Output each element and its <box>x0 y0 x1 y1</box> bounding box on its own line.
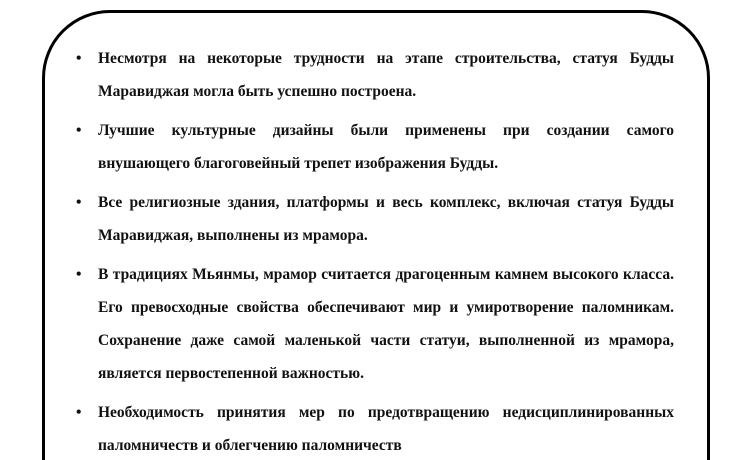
list-item-text: Все религиозные здания, платформы и весь комплекс, включая статуя Будды Маравиджая, выполнены из мрамора. <box>98 194 674 244</box>
list-item-text: Лучшие культурные дизайны были применены при создании самого внушающего благоговейный трепет изображения Будды. <box>98 122 674 172</box>
bullet-icon: • <box>76 266 82 283</box>
list-item-text: Необходимость принятия мер по предотвращению недисциплинированных паломничеств и облегчению паломничеств <box>98 404 674 454</box>
list-item <box>76 42 674 108</box>
bullet-icon: • <box>76 50 82 67</box>
list-item-text: В традициях Мьянмы, мрамор считается драгоценным камнем высокого класса. Его превосходные свойства обеспечивают мир и умиротворение паломникам. Сохранение даже самой маленькой части статуи, выполненной из мрамора, является первостепенной важностью. <box>98 266 674 382</box>
list-item <box>76 396 674 460</box>
list-item-text: Несмотря на некоторые трудности на этапе строительства, статуя Будды Маравиджая могла быть успешно построена. <box>98 50 674 100</box>
list-item <box>76 258 674 390</box>
bullet-list <box>76 42 674 460</box>
bullet-icon: • <box>76 122 82 139</box>
list-item <box>76 114 674 180</box>
list-item <box>76 186 674 252</box>
bullet-icon: • <box>76 194 82 211</box>
bullet-icon: • <box>76 404 82 421</box>
